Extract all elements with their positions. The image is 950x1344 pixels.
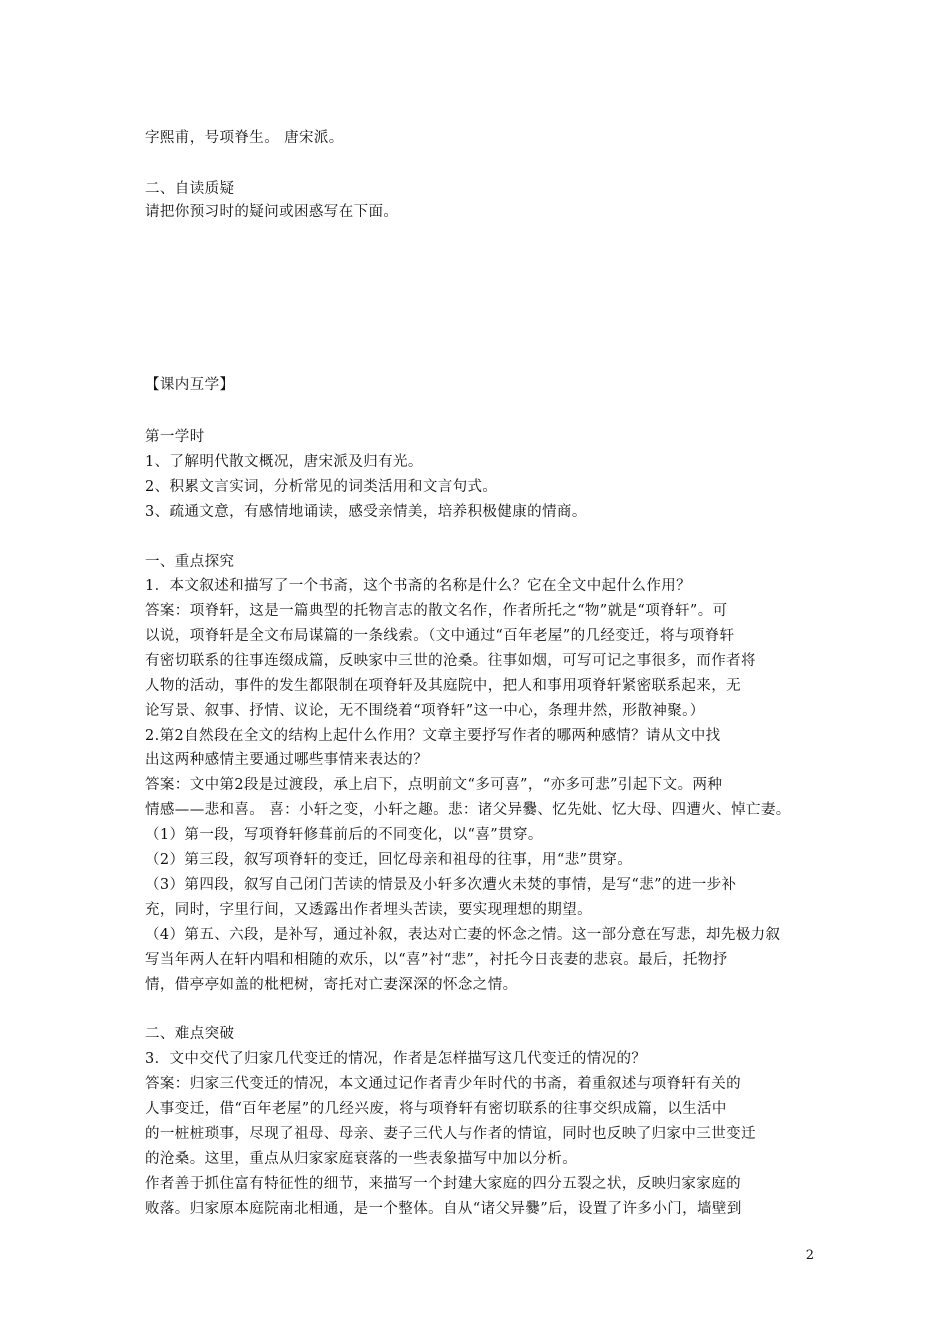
answer-2-line: 写当年两人在轩内唱和相随的欢乐，以“喜”衬“悲”，衬托今日丧妻的悲哀。最后，托物抒 bbox=[145, 952, 728, 968]
goal-item: 1、了解明代散文概况，唐宋派及归有光。 bbox=[145, 454, 423, 470]
author-line: 字熙甫，号项脊生。 唐宋派。 bbox=[145, 130, 344, 146]
answer-3-line: 人事变迁，借“百年老屋”的几经兴废，将与项脊轩有密切联系的往事交织成篇，以生活中 bbox=[145, 1101, 727, 1117]
question-2: 2.第2自然段在全文的结构上起什么作用？文章主要抒写作者的哪两种感情？请从文中找 bbox=[145, 728, 721, 744]
goal-item: 3、疏通文意，有感情地诵读，感受亲情美，培养积极健康的情商。 bbox=[145, 504, 587, 520]
question-2: 出这两种感情主要通过哪些事情来表达的？ bbox=[145, 752, 429, 768]
self-study-prompt: 请把你预习时的疑问或困惑写在下面。 bbox=[145, 204, 399, 220]
self-study-heading: 二、自读质疑 bbox=[145, 181, 235, 197]
answer-2-line: （3）第四段，叙写自己闭门苦读的情景及小轩多次遭火未焚的事情，是写“悲”的进一步补 bbox=[145, 877, 737, 893]
answer-3-line: 的沧桑。这里，重点从归家家庭衰落的一些表象描写中加以分析。 bbox=[145, 1151, 578, 1167]
answer-3-line: 的一桩桩琐事，尽现了祖母、母亲、妻子三代人与作者的情谊，同时也反映了归家中三世变迁 bbox=[145, 1126, 756, 1142]
answer-2-line: （4）第五、六段，是补写，通过补叙，表达对亡妻的怀念之情。这一部分意在写悲，却先极力叙 bbox=[145, 927, 781, 943]
goal-item: 2、积累文言实词，分析常见的词类活用和文言句式。 bbox=[145, 479, 498, 495]
answer-2-line: 情感——悲和喜。 喜：小轩之变，小轩之趣。悲：诸父异爨、忆先妣、忆大母、四遭火、悼亡妻。 bbox=[145, 802, 791, 818]
answer-3-line: 答案：归家三代变迁的情况，本文通过记作者青少年时代的书斋，着重叙述与项脊轩有关的 bbox=[145, 1076, 741, 1092]
answer-1-line: 答案：项脊轩，这是一篇典型的托物言志的散文名作，作者所托之“物”就是“项脊轩”。可 bbox=[145, 603, 728, 619]
answer-1-line: 有密切联系的往事连缀成篇，反映家中三世的沧桑。往事如烟，可写可记之事很多，而作者将 bbox=[145, 653, 756, 669]
answer-3-line: 作者善于抓住富有特征性的细节，来描写一个封建大家庭的四分五裂之状，反映归家家庭的 bbox=[145, 1176, 741, 1192]
question-3: 3．文中交代了归家几代变迁的情况，作者是怎样描写这几代变迁的情况的？ bbox=[145, 1051, 647, 1067]
page-number: 2 bbox=[805, 1248, 814, 1263]
answer-1-line: 以说，项脊轩是全文布局谋篇的一条线索。（文中通过“百年老屋”的几经变迁，将与项脊轩 bbox=[145, 628, 735, 644]
answer-2-line: 答案：文中第2段是过渡段，承上启下，点明前文“多可喜”，“亦多可悲”引起下文。两种 bbox=[145, 777, 723, 793]
difficulty-heading: 二、难点突破 bbox=[145, 1026, 235, 1042]
answer-1-line: 人物的活动，事件的发生都限制在项脊轩及其庭院中，把人和事用项脊轩紧密联系起来，无 bbox=[145, 678, 741, 694]
question-1: 1．本文叙述和描写了一个书斋，这个书斋的名称是什么？它在全文中起什么作用？ bbox=[145, 578, 692, 594]
answer-2-line: （1）第一段，写项脊轩修葺前后的不同变化，以“喜”贯穿。 bbox=[145, 827, 543, 843]
focus-heading: 一、重点探究 bbox=[145, 554, 235, 570]
answer-2-line: （2）第三段，叙写项脊轩的变迁，回忆母亲和祖母的往事，用“悲”贯穿。 bbox=[145, 852, 633, 868]
answer-2-line: 充，同时，字里行间，又透露出作者埋头苦读，要实现理想的期望。 bbox=[145, 902, 592, 918]
answer-3-line: 败落。归家原本庭院南北相通，是一个整体。自从“诸父异爨”后，设置了许多小门，墙壁到 bbox=[145, 1201, 742, 1217]
class-section-heading: 【课内互学】 bbox=[145, 377, 235, 393]
period-title: 第一学时 bbox=[145, 429, 205, 445]
answer-2-line: 情，借亭亭如盖的枇杷树，寄托对亡妻深深的怀念之情。 bbox=[145, 977, 518, 993]
answer-1-line: 论写景、叙事、抒情、议论，无不围绕着“项脊轩”这一中心，条理井然，形散神聚。） bbox=[145, 703, 705, 719]
